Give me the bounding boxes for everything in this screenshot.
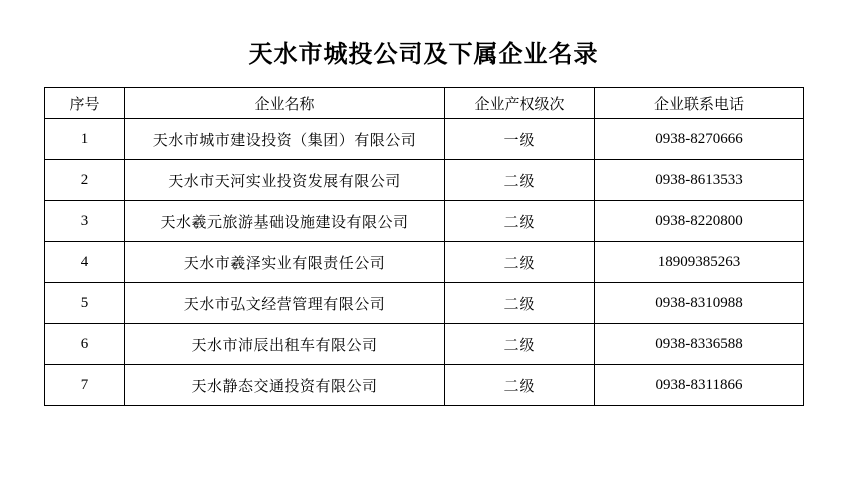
cell-ownership-level: 二级 [445, 283, 595, 324]
cell-index: 1 [45, 119, 125, 160]
cell-phone: 0938-8336588 [595, 324, 804, 365]
table-row [45, 365, 804, 406]
column-header-phone: 企业联系电话 [595, 88, 804, 119]
cell-company-name: 天水市羲泽实业有限责任公司 [125, 242, 445, 283]
cell-company-name: 天水市弘文经营管理有限公司 [125, 283, 445, 324]
table-row [45, 242, 804, 283]
cell-phone: 0938-8220800 [595, 201, 804, 242]
table-row [45, 160, 804, 201]
cell-phone: 0938-8310988 [595, 283, 804, 324]
cell-phone: 0938-8311866 [595, 365, 804, 406]
table-row [45, 119, 804, 160]
table-header-row [45, 88, 804, 119]
cell-ownership-level: 二级 [445, 201, 595, 242]
cell-company-name: 天水羲元旅游基础设施建设有限公司 [125, 201, 445, 242]
page-title: 天水市城投公司及下属企业名录 [248, 42, 599, 68]
cell-phone: 18909385263 [595, 242, 804, 283]
column-header-ownership-level: 企业产权级次 [445, 88, 595, 119]
cell-phone: 0938-8270666 [595, 119, 804, 160]
column-header-company-name: 企业名称 [125, 88, 445, 119]
table-row [45, 201, 804, 242]
column-header-index: 序号 [45, 88, 125, 119]
cell-index: 6 [45, 324, 125, 365]
table-container [0, 87, 847, 406]
table-row [45, 324, 804, 365]
cell-company-name: 天水市城市建设投资（集团）有限公司 [125, 119, 445, 160]
cell-index: 2 [45, 160, 125, 201]
company-directory-table [44, 87, 804, 406]
cell-index: 3 [45, 201, 125, 242]
table-header [45, 88, 804, 119]
cell-index: 5 [45, 283, 125, 324]
cell-ownership-level: 二级 [445, 324, 595, 365]
cell-phone: 0938-8613533 [595, 160, 804, 201]
cell-company-name: 天水市沛辰出租车有限公司 [125, 324, 445, 365]
cell-company-name: 天水静态交通投资有限公司 [125, 365, 445, 406]
cell-ownership-level: 二级 [445, 160, 595, 201]
cell-ownership-level: 一级 [445, 119, 595, 160]
cell-index: 7 [45, 365, 125, 406]
cell-company-name: 天水市天河实业投资发展有限公司 [125, 160, 445, 201]
cell-ownership-level: 二级 [445, 242, 595, 283]
cell-ownership-level: 二级 [445, 365, 595, 406]
table-row [45, 283, 804, 324]
table-body [45, 119, 804, 406]
cell-index: 4 [45, 242, 125, 283]
